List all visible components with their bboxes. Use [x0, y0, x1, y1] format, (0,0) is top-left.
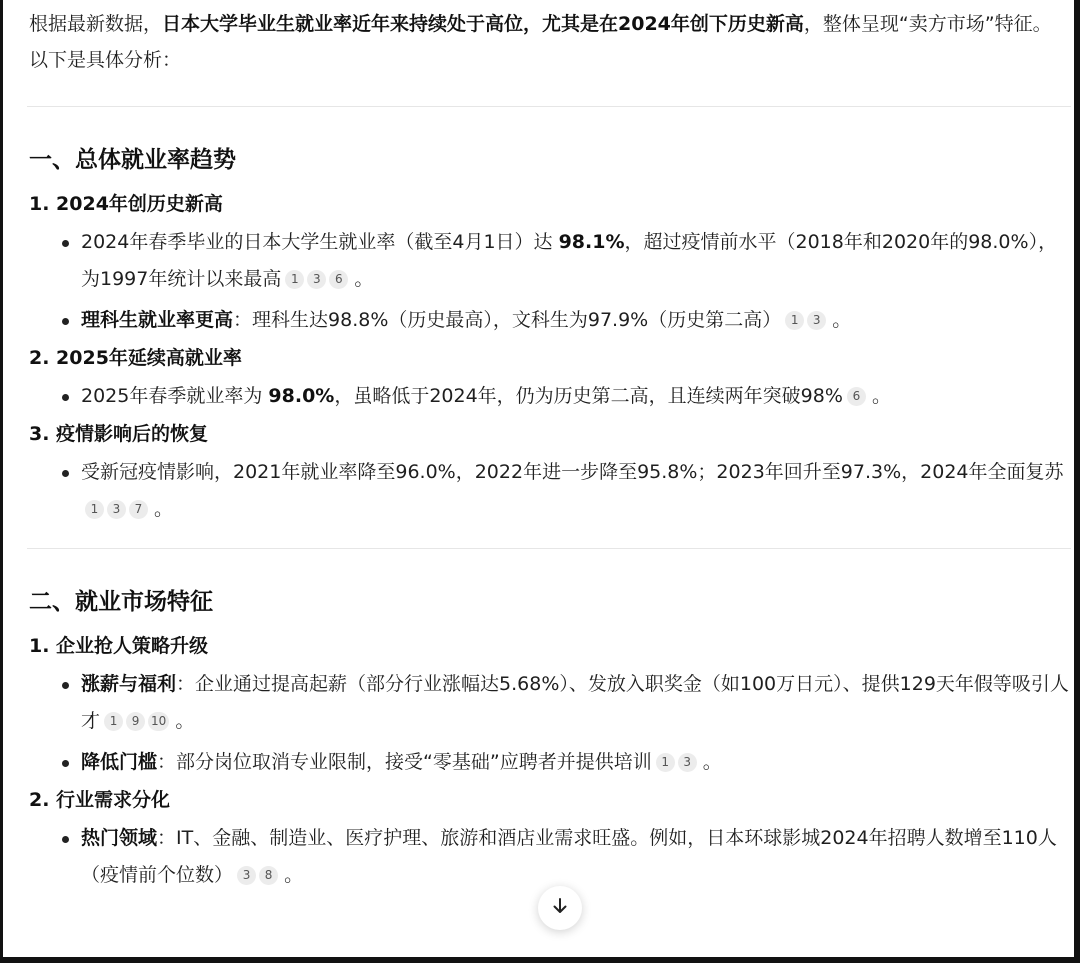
list-item: 理科生就业率更高：理科生达98.8%（历史最高），文科生为97.9%（历史第二高） 1 3 。	[29, 302, 1069, 339]
ordered-item-heading: 1. 2024年创历史新高	[29, 193, 223, 215]
intro-bold: 日本大学毕业生就业率近年来持续处于高位，尤其是在2024年创下历史新高	[162, 13, 804, 35]
citation-badge[interactable]: 8	[259, 866, 278, 885]
citation-badge[interactable]: 3	[237, 866, 256, 885]
assistant-message	[3, 0, 1069, 894]
divider	[27, 548, 1071, 549]
citation-badge[interactable]: 7	[129, 500, 148, 519]
citation-badge[interactable]: 3	[678, 753, 697, 772]
list-item: 2025年春季就业率为 98.0%，虽略低于2024年，仍为历史第二高，且连续两年突破98% 6 。	[29, 378, 1069, 415]
arrow-down-icon	[550, 896, 570, 920]
list-item: 热门领域：IT、金融、制造业、医疗护理、旅游和酒店业需求旺盛。例如，日本环球影城2024年招聘人数增至110人（疫情前个位数） 3 8 。	[29, 820, 1069, 894]
citation-badge[interactable]: 1	[104, 712, 123, 731]
citation-badge[interactable]: 6	[847, 387, 866, 406]
citation-badge[interactable]: 10	[148, 712, 169, 731]
citation-badge[interactable]: 1	[285, 270, 304, 289]
ordered-item	[29, 631, 1069, 781]
list-item: 降低门槛：部分岗位取消专业限制，接受“零基础”应聘者并提供培训 1 3 。	[29, 744, 1069, 781]
list-item: 受新冠疫情影响，2021年就业率降至96.0%，2022年进一步降至95.8%；2023年回升至97.3%，2024年全面复苏1 3 7 。	[29, 454, 1069, 528]
ordered-item-heading: 2. 2025年延续高就业率	[29, 347, 242, 369]
citation-badge[interactable]: 3	[307, 270, 326, 289]
section-title: 二、就业市场特征	[29, 589, 213, 615]
ordered-item	[29, 189, 1069, 339]
ordered-item-heading: 1. 企业抢人策略升级	[29, 635, 209, 657]
citation-badge[interactable]: 1	[785, 311, 804, 330]
intro-paragraph: 根据最新数据，日本大学毕业生就业率近年来持续处于高位，尤其是在2024年创下历史新高，整体呈现“卖方市场”特征。以下是具体分析：	[29, 13, 1052, 71]
divider	[27, 106, 1071, 107]
list-item: 涨薪与福利：企业通过提高起薪（部分行业涨幅达5.68%）、发放入职奖金（如100万日元）、提供129天年假等吸引人才 1 9 10 。	[29, 666, 1069, 740]
citation-badge[interactable]: 6	[329, 270, 348, 289]
ordered-item-heading: 2. 行业需求分化	[29, 789, 171, 811]
citation-badge[interactable]: 1	[85, 500, 104, 519]
list-item: 2024年春季毕业的日本大学生就业率（截至4月1日）达 98.1%，超过疫情前水平（2018年和2020年的98.0%），为1997年统计以来最高 1 3 6 。	[29, 224, 1069, 298]
citation-badge[interactable]: 1	[656, 753, 675, 772]
ordered-item-heading: 3. 疫情影响后的恢复	[29, 423, 209, 445]
ordered-item	[29, 785, 1069, 894]
citation-badge[interactable]: 3	[807, 311, 826, 330]
citation-badge[interactable]: 3	[107, 500, 126, 519]
citation-badge[interactable]: 9	[126, 712, 145, 731]
ordered-item	[29, 419, 1069, 528]
scroll-to-bottom-button[interactable]	[538, 886, 582, 930]
section-title: 一、总体就业率趋势	[29, 147, 236, 173]
ordered-item	[29, 343, 1069, 415]
